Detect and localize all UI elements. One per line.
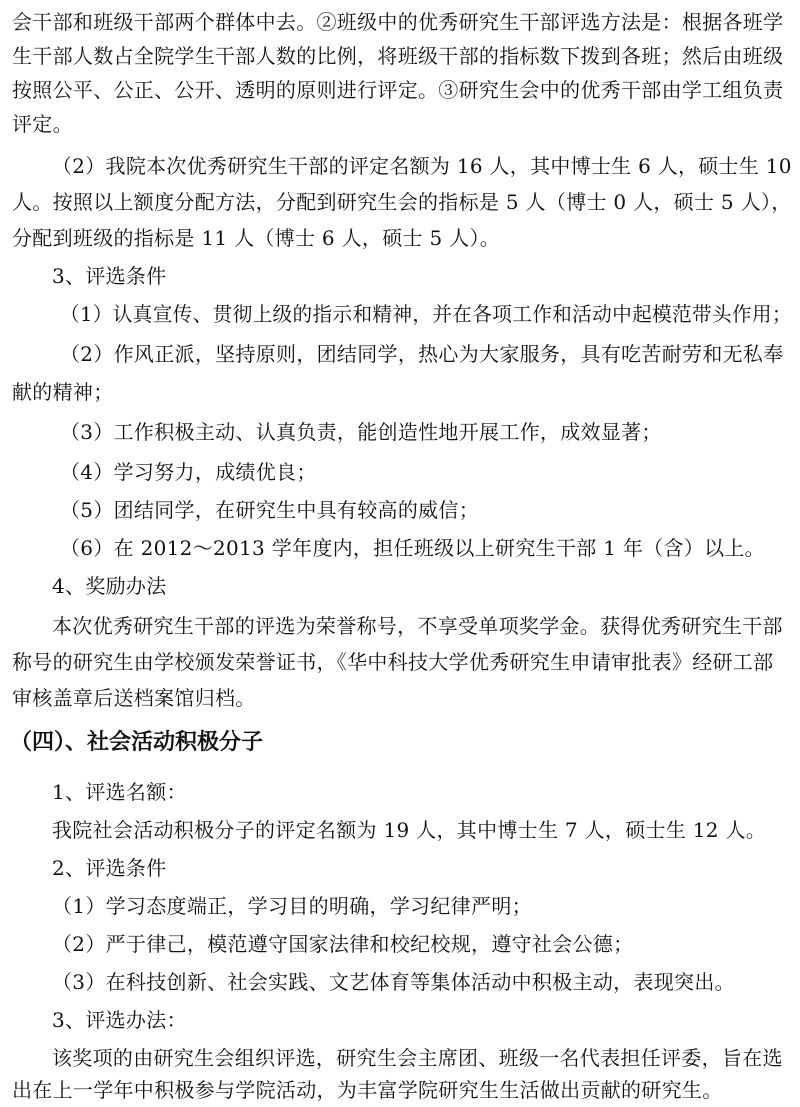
list-item: （1）认真宣传、贯彻上级的指示和精神，并在各项工作和活动中起模范带头作用； [60, 302, 792, 326]
paragraph-line: 评定。 [12, 112, 73, 136]
list-item: （2）作风正派，坚持原则，团结同学，热心为大家服务，具有吃苦耐劳和无私奉 [60, 342, 784, 366]
list-item: （4）学习努力，成绩优良； [60, 460, 317, 484]
paragraph-line: 按照公平、公正、公开、透明的原则进行评定。③研究生会中的优秀干部由学工组负责 [12, 78, 784, 102]
paragraph-line: （2）我院本次优秀研究生干部的评定名额为 16 人，其中博士生 6 人，硕士生 10 [52, 154, 792, 178]
section-subheading: 4、奖励办法 [52, 574, 167, 598]
section-subheading: 3、评选条件 [52, 264, 167, 288]
list-item: （3）在科技创新、社会实践、文艺体育等集体活动中积极主动，表现突出。 [52, 970, 735, 994]
section-subheading: 3、评选办法： [52, 1008, 187, 1032]
section-subheading: 2、评选条件 [52, 856, 167, 880]
paragraph-line: 献的精神； [12, 380, 114, 404]
list-item: （6）在 2012～2013 学年度内，担任班级以上研究生干部 1 年（含）以上。 [60, 536, 765, 560]
section-subheading: 1、评选名额： [52, 780, 187, 804]
paragraph-line: 我院社会活动积极分子的评定名额为 19 人，其中博士生 7 人，硕士生 12 人。 [52, 818, 767, 842]
list-item: （1）学习态度端正，学习目的明确，学习纪律严明； [52, 894, 532, 918]
list-item: （5）团结同学，在研究生中具有较高的威信； [60, 498, 480, 522]
paragraph-line: 出在上一学年中积极参与学院活动，为丰富学院研究生生活做出贡献的研究生。 [12, 1078, 723, 1102]
section-heading: （四）、社会活动积极分子 [10, 730, 264, 755]
paragraph-line: 人。按照以上额度分配方法，分配到研究生会的指标是 5 人（博士 0 人，硕士 5 人）， [12, 190, 792, 214]
paragraph-line: 会干部和班级干部两个群体中去。②班级中的优秀研究生干部评选方法是：根据各班学 [12, 10, 784, 34]
paragraph-line: 本次优秀研究生干部的评选为荣誉称号，不享受单项奖学金。获得优秀研究生干部 [52, 614, 783, 638]
list-item: （2）严于律己，模范遵守国家法律和校纪校规，遵守社会公德； [52, 932, 634, 956]
paragraph-line: 审核盖章后送档案馆归档。 [12, 686, 256, 710]
paragraph-line: 分配到班级的指标是 11 人（博士 6 人，硕士 5 人）。 [12, 226, 501, 250]
list-item: （3）工作积极主动、认真负责，能创造性地开展工作，成效显著； [60, 420, 662, 444]
paragraph-line: 称号的研究生由学校颁发荣誉证书，《华中科技大学优秀研究生申请审批表》经研工部 [12, 650, 774, 674]
paragraph-line: 生干部人数占全院学生干部人数的比例，将班级干部的指标数下拨到各班；然后由班级 [12, 44, 784, 68]
paragraph-line: 该奖项的由研究生会组织评选，研究生会主席团、班级一名代表担任评委，旨在选 [52, 1046, 783, 1070]
